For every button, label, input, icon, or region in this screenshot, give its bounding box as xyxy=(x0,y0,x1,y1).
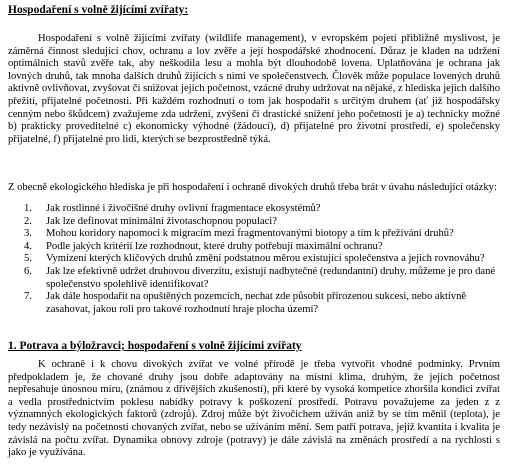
list-item-text: Vymizení kterých klíčových druhů změní podstatnou měrou existující společenstva a jejich rovnováhu? xyxy=(46,253,485,265)
list-item-text: Jak lze efektivně udržet druhovou diverzitu, existují nadbytečné (redundantní) druhy, můžeme je pro dané společenstvo spolehlivě identifikovat? xyxy=(46,265,496,290)
list-item-text: Mohou koridory napomoci k migracím mezi fragmentovanými biotopy a tím k přežívání druhů? xyxy=(46,228,454,240)
list-item-text: Jak rostlinné i živočišné druhy ovlivní fragmentace ekosystémů? xyxy=(46,203,321,214)
section-heading: 1. Potrava a býložravci; hospodaření s volně žijícími zvířaty xyxy=(8,340,302,352)
list-item-number: 2. xyxy=(24,215,32,227)
list-item-text: Jak lze definovat minimální životaschopnou populaci? xyxy=(46,215,277,227)
page-title: Hospodaření s volně žijícími zvířaty: xyxy=(8,4,189,16)
list-item xyxy=(8,203,500,216)
list-item-number: 4. xyxy=(24,240,32,252)
intro-paragraph: Hospodaření s volně žijícími zvířaty (wildlife management), v evropském pojetí přibližně myslivost, je záměrná činnost sledující chov, ochranu a lov zvěře a její hospodářské zhodnocení. Důraz je kladen na udržení optimálních stavů zvěře tak, aby neškodila lesu a mohla být dlouhodobě lovena. Uplatňována je ochrana jak lovných druhů, tak mnoha dalších druhů žijících s nimi ve společenstvech. Člověk může populace lovených druhů aktivně ovlivňovat, zvyšovat či snižovat jejich početnost, vzácné druhy udržovat na nějaké, z hlediska jejich dalšího přežití, přijatelné početnosti. Při každém rozhodnutí o tom jak hospodařit s určitým druhem (ať již hospodářsky cenným nebo škůdcem) zvažujeme zda udržení, zvýšení či drastické snížení jeho početnosti je a) technicky možné b) prakticky proveditelné c) ekonomicky výhodné (žádoucí), d) přijatelné pro životní prostředí, e) společensky přijatelné, f) přijatelné pro lidi, kterých se bezprostředně týká. xyxy=(8,33,500,145)
questions-list xyxy=(8,203,500,316)
list-item xyxy=(8,266,500,291)
list-item xyxy=(8,228,500,241)
section-paragraph: K ochraně i k chovu divokých zvířat ve volné přírodě je třeba vytvořit vhodné podmínky. Prvním předpokladem je, že chované druhy jsou dobře adaptovány na místní klima, druhým, že jejich početnost nepřesahuje únosnou míru, (známou z dřívějších zkušeností), při které by vysoká kompetice zhoršila kondici zvířat a vedla prostřednictvím poklesu nabídky potravy k poškození prostředí. Potravu považujeme za jeden z z významných ekologických faktorů (zdrojů). Zdroj může být živočichem užíván aniž by se tím měnil (teplota), je tedy nezávislý na početnosti chovaných zvířat, nebo se užíváním mění. Sem patří potrava, jejíž kvantita i kvalita je závislá na počtu zvířat. Dynamika obnovy zdroje (potravy) je dále závislá na změnách prostředí a na rychlosti s jako je využívána. xyxy=(8,359,500,459)
list-item-number: 6. xyxy=(24,265,32,277)
list-item xyxy=(8,253,500,266)
list-item-number: 5. xyxy=(24,253,32,265)
list-item xyxy=(8,291,500,316)
list-item-number: 7. xyxy=(24,291,32,303)
list-item-number: 3. xyxy=(24,228,32,240)
list-item-number: 1. xyxy=(24,203,32,214)
questions-intro: Z obecně ekologického hlediska je při hospodaření i ochraně divokých druhů třeba brát v úvahu následující otázky: xyxy=(8,182,497,193)
list-item xyxy=(8,216,500,229)
list-item-text: Podle jakých kritérií lze rozhodnout, které druhy potřebují maximální ochranu? xyxy=(46,240,383,252)
list-item-text: Jak dále hospodařit na opuštěných pozemcích, nechat zde působit přirozenou sukcesi, nebo aktivně zasahovat, jakou roli pro takové rozhodnutí hraje plocha území? xyxy=(46,291,467,315)
list-item xyxy=(8,241,500,254)
